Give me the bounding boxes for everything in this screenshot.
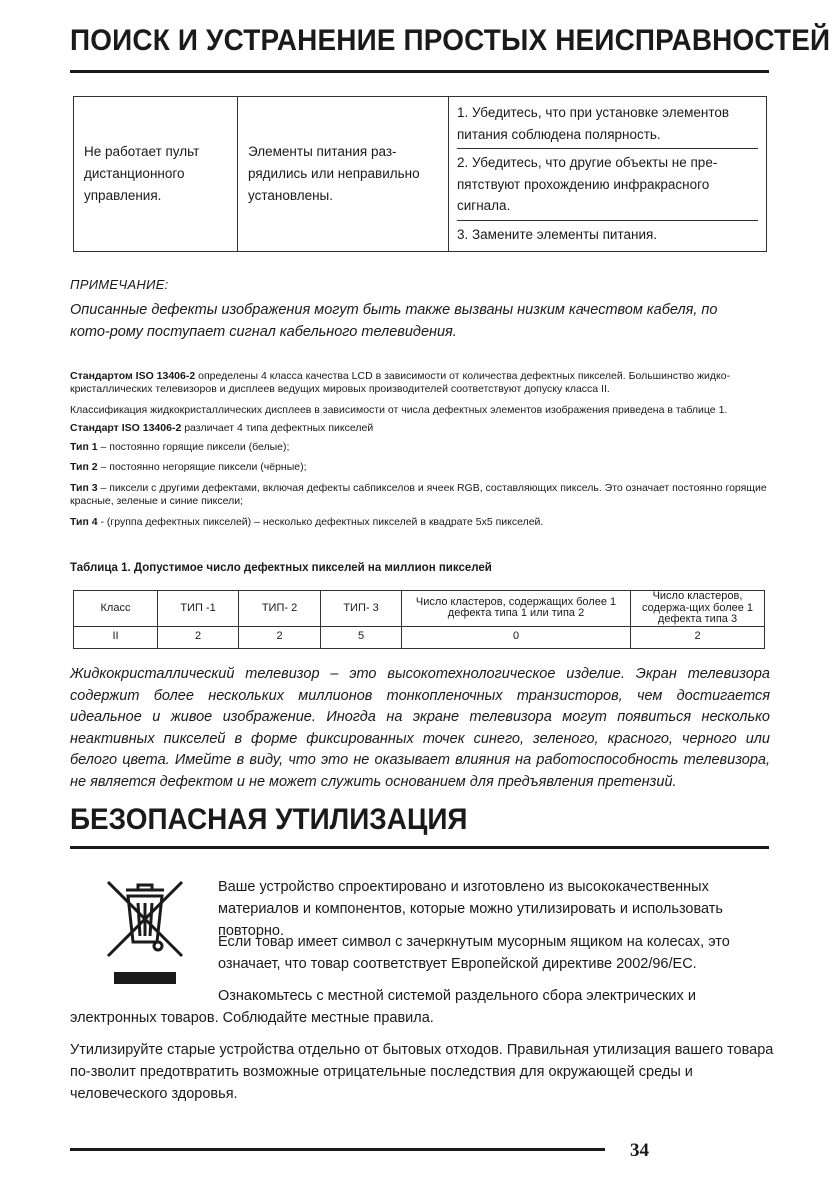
lcd-paragraph: Жидкокристаллический телевизор – это высокотехнологическое изделие. Экран телевизора содержит более нескольких миллионов тонкопленочных транзисторов, чем достигается идеальное и живое изображение. Иногда на экране телевизора могут появиться несколько неактивных пикселей в форме фиксированных точек синего, зеленого, красного, черного или белого цвета. Имейте в виду, что это не оказывает влияния на работоспособность телевизора, не является дефектом и не может служить основанием для предъявления претензий. [70,666,770,790]
pixel-type-3: Тип 3 – пиксели с другими дефектами, включая дефекты сабпикселов и ячеек RGB, составляющих пиксель. Это означает постоянно горящие красные, зеленые и синие пиксели; [70,482,767,508]
solution-cell [449,97,767,252]
pixel-type-4: Тип 4 - (группа дефектных пикселей) – несколько дефектных пикселей в квадрате 5x5 пикселей. [70,516,544,528]
problem-cell: Не работает пульт дистанционного управления. [74,97,238,252]
header-cell: ТИП -1 [158,591,239,627]
title-rule [70,70,769,73]
footer-rule [70,1148,605,1151]
header-cell: Число кластеров, содержа-щих более 1 дефекта типа 3 [631,591,765,627]
page-title: ПОИСК И УСТРАНЕНИЕ ПРОСТЫХ НЕИСПРАВНОСТЕЙ [70,24,831,57]
disposal-paragraph-4: Утилизируйте старые устройства отдельно от бытовых отходов. Правильная утилизация вашего товара по-зволит предотвратить возможные отрицательные последствия для окружающей среды и человеческого здоровья. [70,1042,774,1102]
standard-paragraph-3: Стандарт ISO 13406-2 различает 4 типа дефектных пикселей [70,422,374,434]
table-cell: 2 [631,626,765,648]
table-cell: II [74,626,158,648]
disposal-paragraph-2: Если товар имеет символ с зачеркнутым мусорным ящиком на колесах, это означает, что товар соответствует Европейской директиве 2002/96/EC. [218,934,730,972]
troubleshooting-table [73,96,767,252]
solution-1: 1. Убедитесь, что при установке элементов питания соблюдена полярность. [457,99,758,149]
header-cell: ТИП- 3 [321,591,402,627]
disposal-paragraph-3: Ознакомьтесь с местной системой раздельного сбора электрических и электронных товаров. Соблюдайте местные правила. [70,988,696,1026]
header-cell: ТИП- 2 [239,591,321,627]
cause-cell: Элементы питания раз-рядились или неправильно установлены. [238,97,449,252]
pixel-defect-table [73,590,765,649]
page-number: 34 [630,1140,649,1161]
note-label: ПРИМЕЧАНИЕ: [70,277,169,292]
table-row [74,97,767,252]
standard-paragraph-2: Классификация жидкокристаллических дисплеев в зависимости от числа дефектных элементов изображения приведена в таблице 1. [70,404,728,416]
solution-3: 3. Замените элементы питания. [457,226,658,242]
section-rule [70,846,769,849]
note-text: Описанные дефекты изображения могут быть также вызваны низким качеством кабеля, по кото-рому поступает сигнал кабельного телевидения. [70,302,718,340]
table-cell: 2 [158,626,239,648]
table-cell: 2 [239,626,321,648]
pixel-type-2: Тип 2 – постоянно негорящие пиксели (чёрные); [70,461,307,473]
section-title-disposal: БЕЗОПАСНАЯ УТИЛИЗАЦИЯ [70,803,468,836]
table-row [74,626,765,648]
table-cell: 5 [321,626,402,648]
table-header-row [74,591,765,627]
standard-paragraph-1: Стандартом ISO 13406-2 определены 4 класса качества LCD в зависимости от количества дефектных пикселей. Большинство жидко-кристаллических телевизоров и дисплеев ведущих мировых производителей соответствуют допуску класса II. [70,370,731,396]
header-cell: Число кластеров, содержащих более 1 дефекта типа 1 или типа 2 [402,591,631,627]
pixel-type-1: Тип 1 – постоянно горящие пиксели (белые); [70,441,290,453]
table-caption: Таблица 1. Допустимое число дефектных пикселей на миллион пикселей [70,562,492,574]
table-cell: 0 [402,626,631,648]
disposal-paragraph-1: Ваше устройство спроектировано и изготовлено из высококачественных материалов и компонентов, которые можно утилизировать и использовать повторно. [218,879,723,939]
crossed-bin-icon [100,876,190,992]
header-cell: Класс [74,591,158,627]
solution-2: 2. Убедитесь, что другие объекты не пре-пятствуют прохождению инфракрасного сигнала. [457,149,758,221]
